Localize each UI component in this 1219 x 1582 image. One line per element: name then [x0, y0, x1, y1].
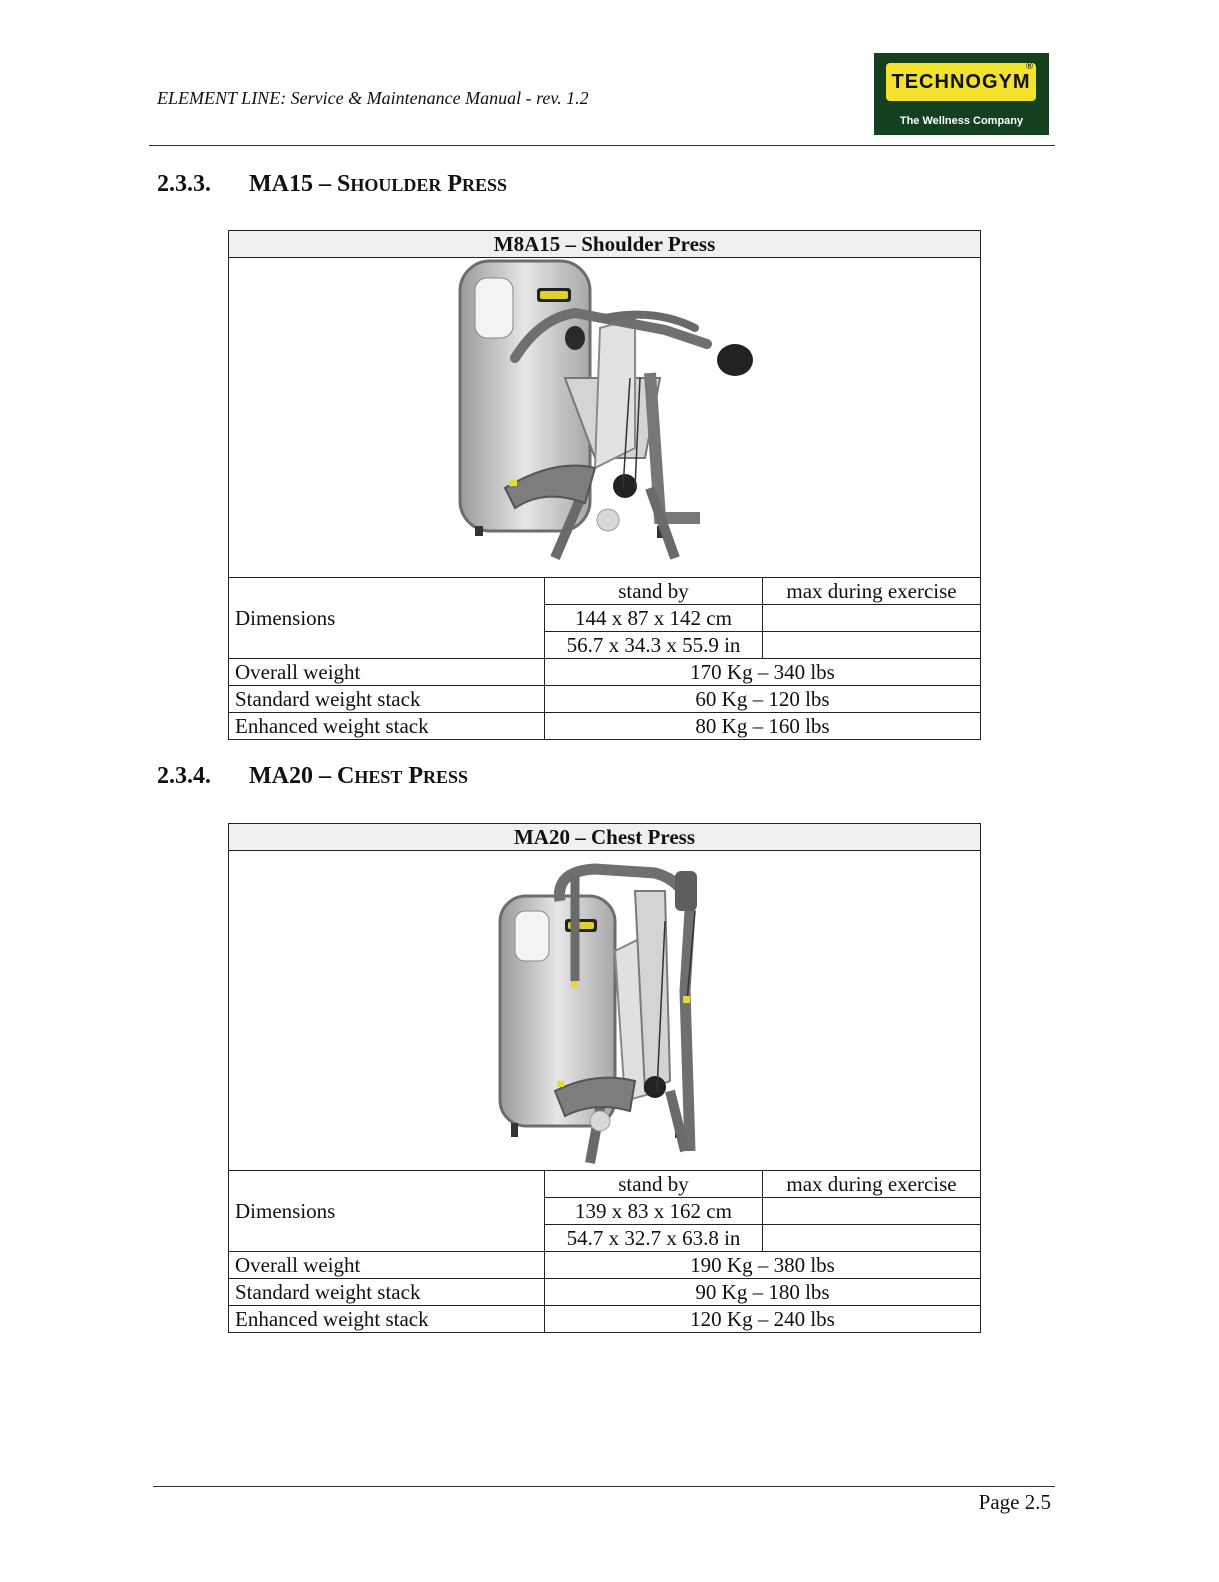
row-value: 60 Kg – 120 lbs	[545, 686, 981, 713]
row-value: 170 Kg – 340 lbs	[545, 659, 981, 686]
row-label: Overall weight	[229, 659, 545, 686]
section-heading-shoulder-press	[157, 171, 507, 198]
technogym-logo	[874, 53, 1049, 135]
title-initial: C	[336, 763, 355, 789]
table-row	[229, 1252, 981, 1279]
title-smallcaps: RESS	[462, 175, 508, 195]
shoulder-press-machine-image	[445, 258, 765, 572]
spec-table-shoulder-press	[228, 230, 981, 740]
table-row	[229, 686, 981, 713]
spec-table-chest-press	[228, 823, 981, 1333]
section-number: 2.3.4.	[157, 763, 211, 789]
section-title-prefix: MA15 –	[249, 171, 337, 197]
title-smallcaps: HOULDER	[350, 175, 442, 195]
dimensions-cm-standby: 144 x 87 x 142 cm	[545, 605, 763, 632]
logo-wordmark-box	[886, 63, 1036, 101]
table-row	[229, 1279, 981, 1306]
dimensions-in-max	[763, 632, 981, 659]
row-label: Enhanced weight stack	[229, 1306, 545, 1333]
row-label: Standard weight stack	[229, 686, 545, 713]
column-header-max: max during exercise	[763, 578, 981, 605]
dimensions-in-standby: 54.7 x 32.7 x 63.8 in	[545, 1225, 763, 1252]
row-value: 80 Kg – 160 lbs	[545, 713, 981, 740]
row-value: 120 Kg – 240 lbs	[545, 1306, 981, 1333]
logo-registered-mark: ®	[1025, 62, 1034, 72]
section-number: 2.3.3.	[157, 171, 211, 197]
row-label: Standard weight stack	[229, 1279, 545, 1306]
row-value: 90 Kg – 180 lbs	[545, 1279, 981, 1306]
table-row	[229, 659, 981, 686]
row-value: 190 Kg – 380 lbs	[545, 1252, 981, 1279]
title-initial: S	[336, 171, 351, 197]
title-initial: P	[447, 171, 463, 197]
section-title-prefix: MA20 –	[249, 763, 337, 789]
dimensions-cm-standby: 139 x 83 x 162 cm	[545, 1198, 763, 1225]
title-smallcaps: HEST	[354, 767, 403, 787]
column-header-max: max during exercise	[763, 1171, 981, 1198]
machine-photo-cell	[229, 258, 981, 578]
logo-wordmark: TECHNOGYM	[891, 70, 1031, 93]
page-number: Page 2.5	[978, 1490, 1051, 1514]
title-smallcaps: RESS	[423, 767, 469, 787]
row-label: Enhanced weight stack	[229, 713, 545, 740]
column-header-standby: stand by	[545, 578, 763, 605]
dimensions-label: Dimensions	[229, 1171, 545, 1252]
table-caption: MA20 – Chest Press	[229, 824, 981, 851]
table-row	[229, 1306, 981, 1333]
table-caption: M8A15 – Shoulder Press	[229, 231, 981, 258]
logo-tagline: The Wellness Company	[899, 115, 1024, 127]
dimensions-cm-max	[763, 605, 981, 632]
table-row	[229, 713, 981, 740]
header-divider	[149, 145, 1055, 146]
dimensions-in-standby: 56.7 x 34.3 x 55.9 in	[545, 632, 763, 659]
title-initial: P	[408, 763, 424, 789]
section-heading-chest-press	[157, 763, 468, 790]
machine-photo-cell	[229, 851, 981, 1171]
document-header-title: ELEMENT LINE: Service & Maintenance Manual - rev. 1.2	[157, 88, 589, 108]
row-label: Overall weight	[229, 1252, 545, 1279]
footer-divider	[153, 1486, 1055, 1487]
column-header-standby: stand by	[545, 1171, 763, 1198]
dimensions-in-max	[763, 1225, 981, 1252]
chest-press-machine-image	[485, 851, 725, 1165]
dimensions-cm-max	[763, 1198, 981, 1225]
dimensions-label: Dimensions	[229, 578, 545, 659]
